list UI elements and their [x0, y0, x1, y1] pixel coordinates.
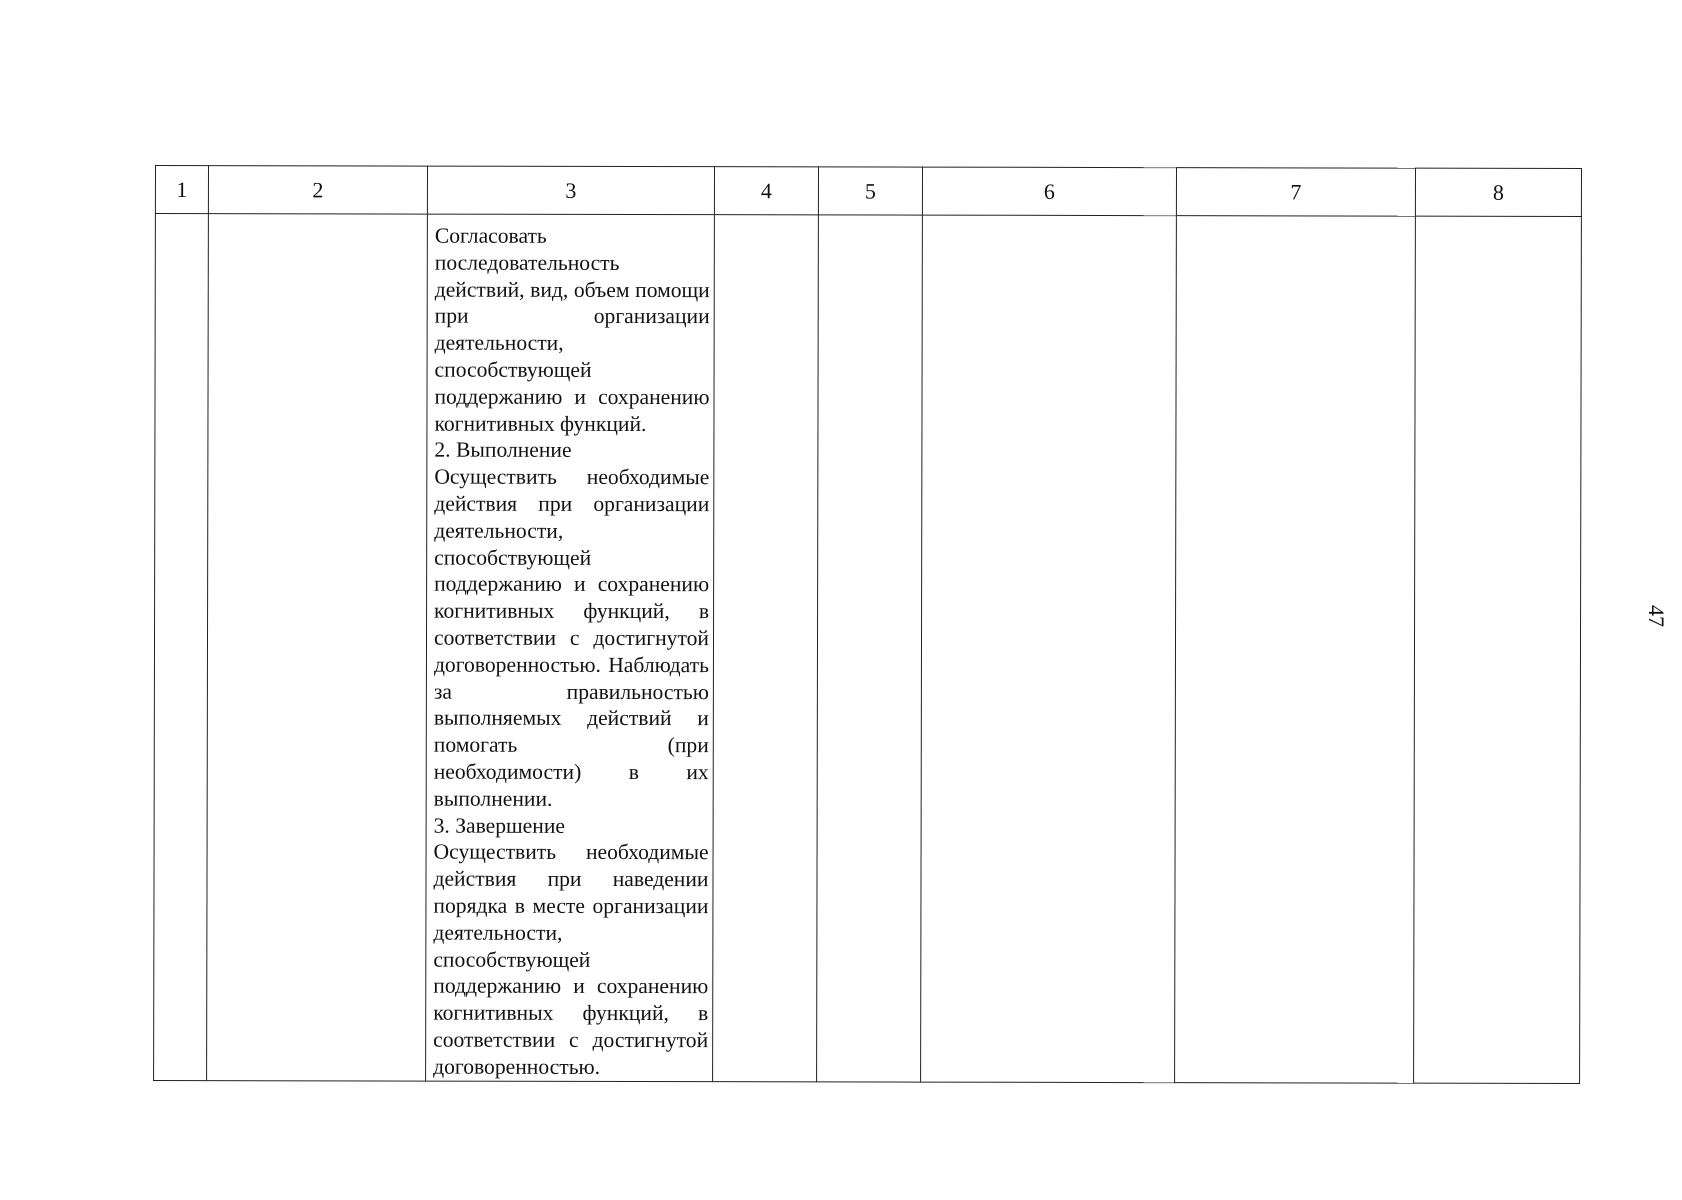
- header-col-5: 5: [818, 167, 922, 215]
- document-table: [153, 165, 1582, 1083]
- cell-col-1: [154, 214, 209, 1081]
- heading-completion: 3. Завершение: [433, 813, 566, 838]
- header-row: [155, 166, 1581, 217]
- header-col-7: 7: [1176, 168, 1415, 217]
- page-number: 47: [1644, 605, 1669, 627]
- table-row: [154, 214, 1582, 1083]
- cell-col-6: [921, 215, 1177, 1082]
- paragraph-execution: Осуществить необходимые действия при организации деятельности, способствующей поддержанию и сохранению когнитивных функций, в соответствии с достигнутой договоренностью. Наблюдать за правильностью выполняемых действий и помогать (при необходимости) в их выполнении.: [433, 464, 710, 811]
- cell-col-7: [1175, 216, 1416, 1083]
- header-col-6: 6: [922, 167, 1176, 216]
- paragraph-completion: Осуществить необходимые действия при наведении порядка в месте организации деятельности, способствующей поддержанию и сохранению когнитивных функций, в соответствии с достигнутой договоренностью.: [433, 839, 709, 1079]
- procedure-text: [426, 215, 714, 1081]
- cell-col-8: [1414, 216, 1582, 1083]
- cell-col-2: [207, 214, 428, 1081]
- header-col-1: 1: [155, 166, 208, 214]
- header-col-2: 2: [208, 166, 427, 214]
- heading-execution: 2. Выполнение: [434, 437, 572, 463]
- paragraph-agree: Согласовать последовательность действий, вид, объем помощи при организации деятельности, способствующей поддержанию и сохранению когнитивных функций.: [434, 223, 710, 436]
- header-col-3: 3: [427, 166, 714, 215]
- header-col-4: 4: [714, 167, 818, 215]
- header-col-8: 8: [1415, 168, 1581, 216]
- cell-col-3: [426, 214, 715, 1081]
- cell-col-4: [713, 215, 819, 1082]
- cell-col-5: [817, 215, 923, 1082]
